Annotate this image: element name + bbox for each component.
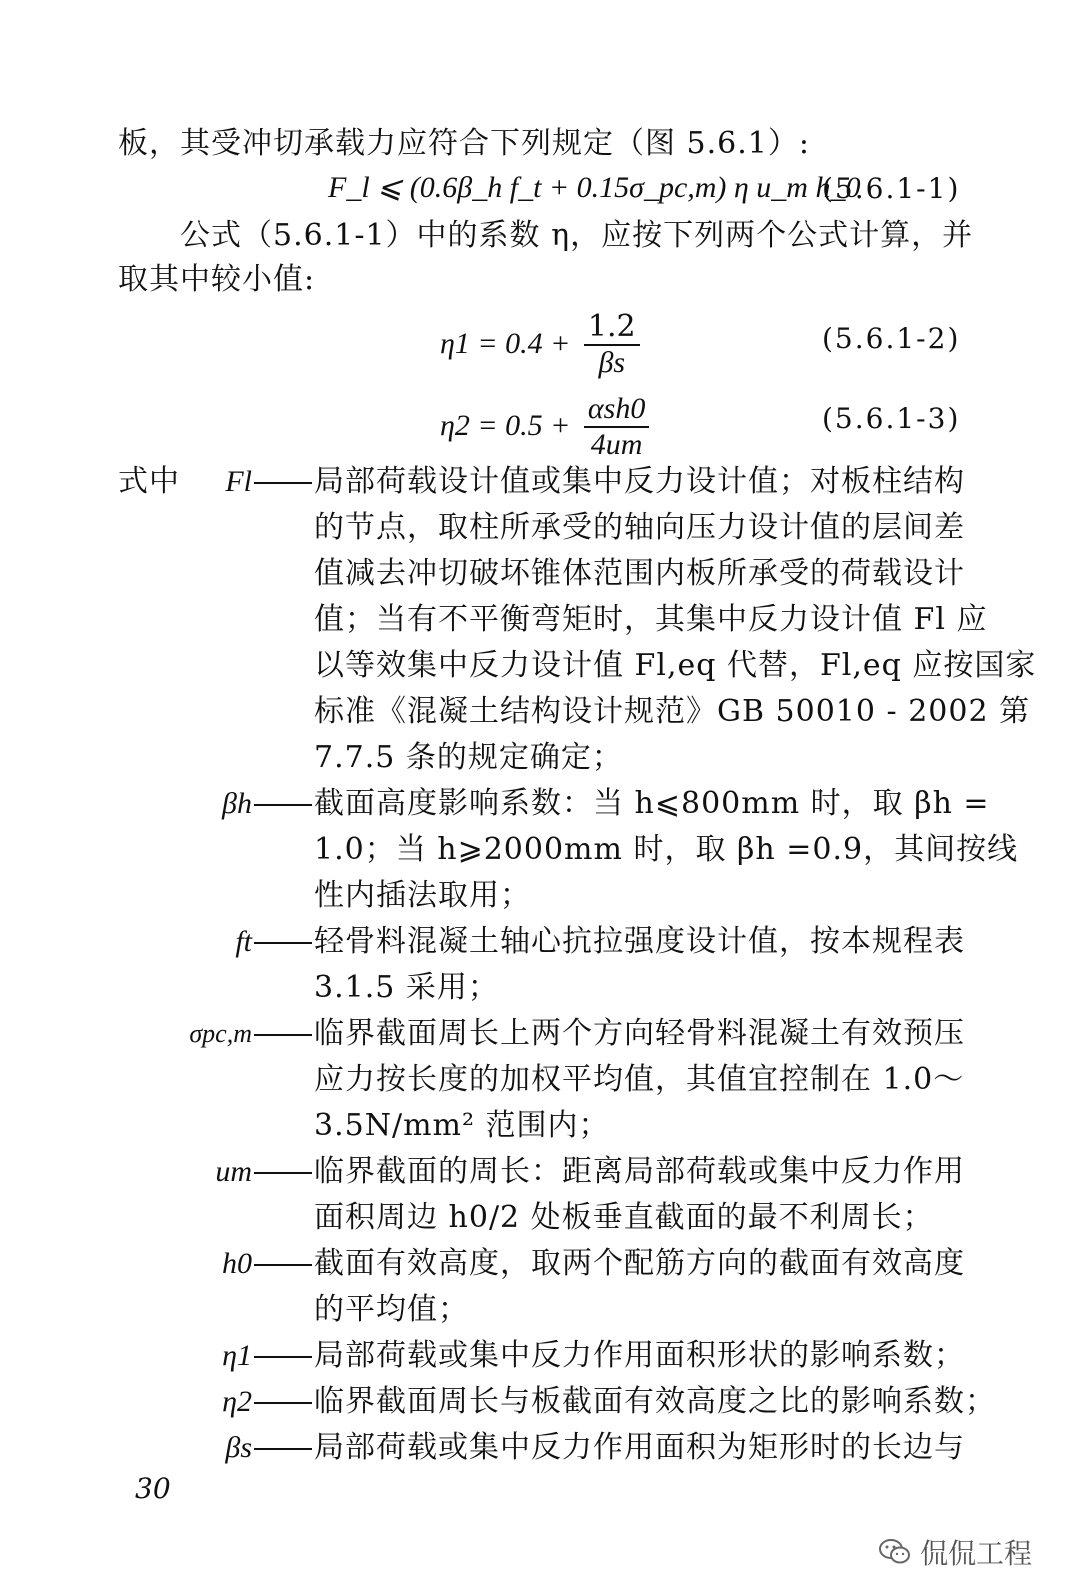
definition-line: 性内插法取用； (314, 878, 531, 913)
definition-line: 1.0；当 h⩾2000mm 时，取 βh =0.9，其间按线 (314, 832, 1019, 867)
paragraph-2-line-1: 公式（5.6.1-1）中的系数 η，应按下列两个公式计算，并 (180, 218, 974, 253)
definition-line: 临界截面周长上两个方向轻骨料混凝土有效预压 (252, 1014, 965, 1054)
intro-line: 板，其受冲切承载力应符合下列规定（图 5.6.1）: (118, 126, 810, 161)
watermark (878, 1532, 1032, 1572)
definition-line: 的平均值； (314, 1292, 469, 1327)
em-dash (254, 1402, 312, 1404)
em-dash (254, 482, 312, 484)
formula-1-number: (5.6.1-1) (822, 172, 961, 205)
formula-3-numerator: αsh0 (584, 392, 649, 428)
em-dash (254, 942, 312, 944)
em-dash (254, 1356, 312, 1358)
definition-symbol: σpc,m (189, 1019, 252, 1048)
definition-line: 局部荷载设计值或集中反力设计值；对板柱结构 (252, 462, 965, 502)
definition-symbol: η2 (222, 1385, 252, 1418)
definition-symbol: η1 (222, 1339, 252, 1372)
formula-2-number: (5.6.1-2) (822, 322, 961, 355)
formula-3-fraction (584, 392, 649, 462)
definition-line: 临界截面周长与板截面有效高度之比的影响系数； (252, 1382, 996, 1422)
formula-3 (440, 392, 653, 462)
em-dash (254, 804, 312, 806)
definition-line: 3.1.5 采用； (314, 970, 499, 1005)
definition-line: 截面高度影响系数：当 h⩽800mm 时，取 βh = (252, 784, 990, 824)
definition-symbol: um (215, 1155, 252, 1188)
formula-2-numerator: 1.2 (584, 310, 640, 346)
where-label: 式中 (118, 464, 180, 499)
page-number: 30 (135, 1472, 171, 1505)
definition-line: 应力按长度的加权平均值，其值宜控制在 1.0～ (314, 1062, 965, 1097)
paragraph-2-line-2: 取其中较小值: (118, 262, 316, 297)
definition-line: 轻骨料混凝土轴心抗拉强度设计值，按本规程表 (252, 922, 965, 962)
definition-line: 截面有效高度，取两个配筋方向的截面有效高度 (252, 1244, 965, 1284)
definition-line: 面积周边 h0/2 处板垂直截面的最不利周长； (314, 1200, 934, 1235)
formula-1: F_l ⩽ (0.6β_h f_t + 0.15σ_pc,m) η u_m h_0 (328, 171, 861, 204)
definition-symbol: ft (235, 925, 252, 958)
definition-symbol: βs (225, 1431, 252, 1464)
definition-line: 的节点，取柱所承受的轴向压力设计值的层间差 (314, 510, 965, 545)
definition-line: 标准《混凝土结构设计规范》GB 50010 - 2002 第 (314, 694, 1031, 729)
em-dash (254, 1448, 312, 1450)
formula-3-lhs: η2 = 0.5 + (440, 409, 571, 442)
em-dash (254, 1034, 312, 1036)
em-dash (254, 1172, 312, 1174)
formula-2 (440, 310, 644, 380)
definition-line: 值减去冲切破坏锥体范围内板所承受的荷载设计 (314, 556, 965, 591)
wechat-icon (878, 1538, 912, 1566)
definition-line: 值；当有不平衡弯矩时，其集中反力设计值 Fl 应 (314, 602, 988, 637)
definition-line: 局部荷载或集中反力作用面积为矩形时的长边与 (252, 1428, 965, 1468)
formula-2-lhs: η1 = 0.4 + (440, 327, 571, 360)
formula-2-denominator: βs (598, 346, 626, 379)
definition-symbol: βh (222, 787, 252, 820)
formula-2-fraction (584, 310, 640, 380)
watermark-text: 侃侃工程 (919, 1537, 1032, 1570)
formula-3-number: (5.6.1-3) (822, 402, 961, 435)
definition-line: 局部荷载或集中反力作用面积形状的影响系数； (252, 1336, 965, 1376)
formula-3-denominator: 4um (590, 428, 643, 461)
definition-line: 3.5N/mm² 范围内； (314, 1108, 610, 1143)
definition-symbol: h0 (222, 1247, 252, 1280)
em-dash (254, 1264, 312, 1266)
definition-line: 7.7.5 条的规定确定； (314, 740, 623, 775)
definition-line: 以等效集中反力设计值 Fl,eq 代替，Fl,eq 应按国家 (314, 648, 1037, 683)
definition-line: 临界截面的周长：距离局部荷载或集中反力作用 (252, 1152, 965, 1192)
definition-symbol: Fl (225, 465, 252, 498)
